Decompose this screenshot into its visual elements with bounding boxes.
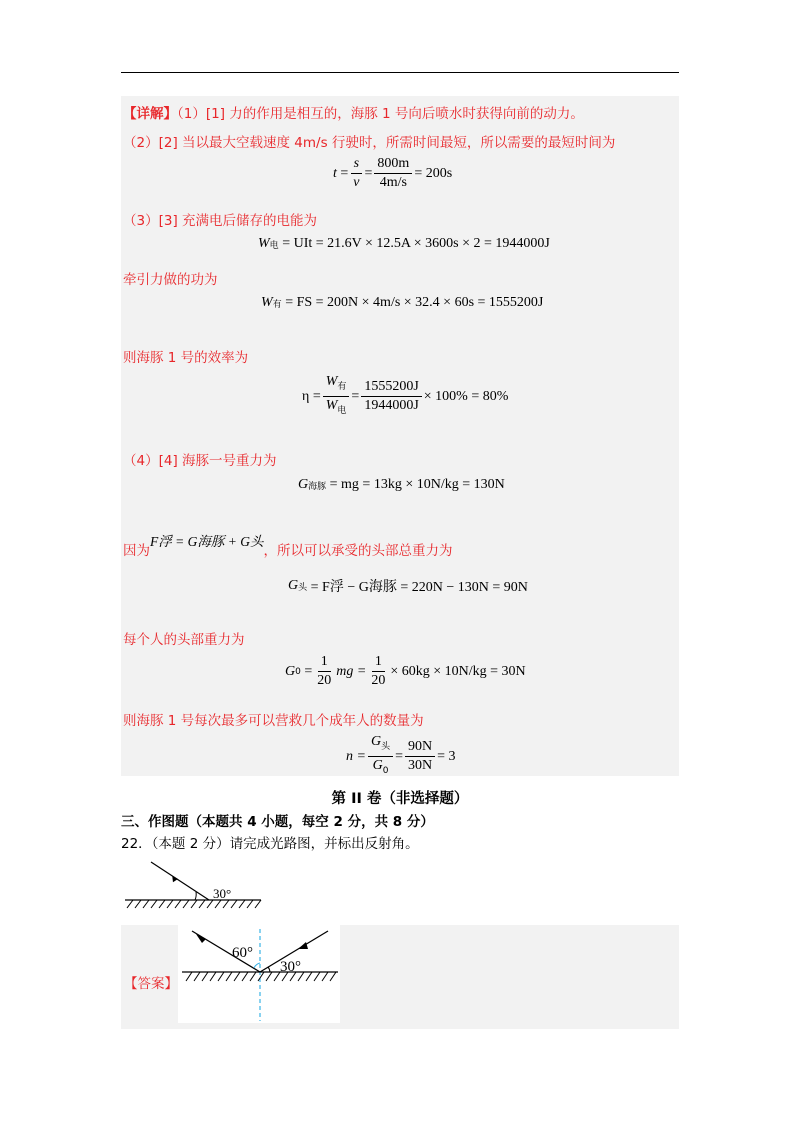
- equation-dolphin-weight: G 海豚 = mg = 13kg × 10N/kg = 130N: [298, 477, 505, 492]
- angle-label: 30°: [213, 886, 232, 901]
- equation-time: t = $\frac{s}{v}$ = $\frac{800m}{4m/s}$ = 200s: [333, 156, 453, 190]
- eq4-frac1: $\frac{W_有}{W_电}$: [323, 374, 350, 419]
- detail-paragraph-4: 牵引力做的功为: [123, 272, 218, 288]
- equation-energy: W 电 = UIt = 21.6V × 12.5A × 3600s × 2 = 1944000J: [258, 236, 550, 251]
- answer-mirror-hatching: [186, 972, 336, 981]
- detail-paragraph-6: （4）[4] 海豚一号重力为: [123, 453, 277, 469]
- detail-paragraph-1: [123, 102, 584, 122]
- section-heading: 第 II 卷（非选择题）: [331, 791, 469, 807]
- reflection-angle-arc: [254, 963, 260, 968]
- detail-paragraph-9: 则海豚 1 号每次最多可以营救几个成年人的数量为: [123, 713, 424, 729]
- equation-efficiency: η = $\frac{W_有}{W_电}$ = $\frac{1555200J}{1944000J}$ × 100% = 80%: [302, 374, 508, 419]
- detail-paragraph-7: 因为F浮 = G海豚 + G头，所以可以承受的头部总重力为: [123, 534, 453, 559]
- detail-paragraph-3: （3）[3] 充满电后储存的电能为: [123, 213, 318, 229]
- equation-rescue-count: n = $\frac{G_头}{G_0}$ = $\frac{90N}{30N}$ = 3: [346, 734, 456, 776]
- detail-p1-text: （1）[1] 力的作用是相互的，海豚 1 号向后喷水时获得向前的动力。: [177, 106, 584, 122]
- answer-angle-left: 60°: [232, 945, 253, 961]
- eq4-frac2: $\frac{1555200J}{1944000J}$: [361, 379, 421, 414]
- answer-tag: 【答案】: [124, 976, 178, 992]
- answer-incident-arrow: [298, 942, 308, 949]
- incident-ray: [151, 862, 209, 900]
- detail-paragraph-8: 每个人的头部重力为: [123, 632, 245, 648]
- header-rule: [121, 72, 679, 73]
- angle-arc: [195, 892, 196, 900]
- answer-angle-right: 30°: [280, 959, 301, 975]
- detail-paragraph-5: 则海豚 1 号的效率为: [123, 350, 249, 366]
- detail-tag: 【详解】: [123, 106, 177, 122]
- equation-work: W 有 = FS = 200N × 4m/s × 32.4 × 60s = 1555200J: [261, 295, 544, 310]
- question-22: 22．（本题 2 分）请完成光路图，并标出反射角。: [121, 836, 419, 852]
- incidence-angle-arc: [268, 967, 270, 972]
- mirror-hatching: [127, 900, 261, 908]
- question-figure: [121, 858, 271, 914]
- equation-head-weight: G 头 = F浮 − G海豚 = 220N − 130N = 90N: [288, 578, 528, 595]
- detail-paragraph-2: （2）[2] 当以最大空载速度 4m/s 行驶时，所需时间最短，所以需要的最短时间为: [123, 135, 616, 151]
- buoyancy-relation: F浮 = G海豚 + G头: [150, 534, 264, 549]
- equation-person-head: G 0 = $\frac{1}{20}$ mg = $\frac{1}{20}$ × 60kg × 10N/kg = 30N: [285, 654, 526, 688]
- eq1-rhs: = 200s: [414, 165, 453, 181]
- eq1-frac1: $\frac{s}{v}$: [350, 156, 362, 191]
- section-title: 三、作图题（本题共 4 小题，每空 2 分，共 8 分）: [121, 814, 434, 830]
- answer-figure: [178, 925, 340, 1023]
- eq1-lhs: t: [333, 165, 337, 181]
- answer-reflected-arrow: [196, 934, 206, 943]
- eq1-frac2: $\frac{800m}{4m/s}$: [374, 156, 412, 191]
